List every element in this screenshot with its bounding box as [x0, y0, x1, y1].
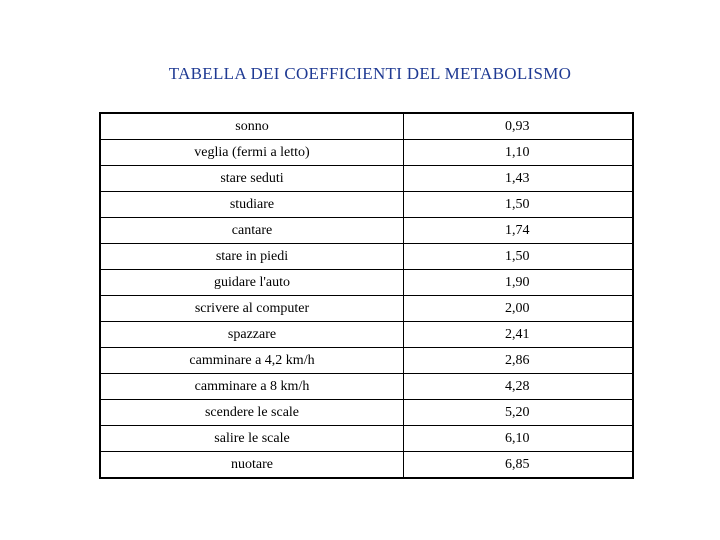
coefficient-cell: 1,10	[404, 140, 634, 166]
coefficient-cell: 1,74	[404, 218, 634, 244]
activity-cell: camminare a 4,2 km/h	[100, 348, 404, 374]
coefficient-cell: 2,86	[404, 348, 634, 374]
table-row	[100, 218, 633, 244]
activity-cell: cantare	[100, 218, 404, 244]
table-row	[100, 374, 633, 400]
table-row	[100, 426, 633, 452]
activity-cell: stare seduti	[100, 166, 404, 192]
coefficient-cell: 1,50	[404, 192, 634, 218]
table-row	[100, 140, 633, 166]
coefficient-cell: 6,85	[404, 452, 634, 479]
activity-cell: stare in piedi	[100, 244, 404, 270]
table-row	[100, 113, 633, 140]
activity-cell: veglia (fermi a letto)	[100, 140, 404, 166]
table-row	[100, 244, 633, 270]
activity-cell: spazzare	[100, 322, 404, 348]
table-row	[100, 270, 633, 296]
coefficient-cell: 1,90	[404, 270, 634, 296]
activity-cell: salire le scale	[100, 426, 404, 452]
activity-cell: sonno	[100, 113, 404, 140]
activity-cell: scrivere al computer	[100, 296, 404, 322]
activity-cell: camminare a 8 km/h	[100, 374, 404, 400]
coefficient-cell: 5,20	[404, 400, 634, 426]
coefficient-cell: 2,41	[404, 322, 634, 348]
coefficient-cell: 0,93	[404, 113, 634, 140]
activity-cell: guidare l'auto	[100, 270, 404, 296]
page-title: TABELLA DEI COEFFICIENTI DEL METABOLISMO	[168, 64, 572, 83]
activity-cell: scendere le scale	[100, 400, 404, 426]
table-row	[100, 322, 633, 348]
coefficient-cell: 1,50	[404, 244, 634, 270]
table-row	[100, 348, 633, 374]
activity-cell: studiare	[100, 192, 404, 218]
table-row	[100, 296, 633, 322]
table-row	[100, 166, 633, 192]
coefficient-cell: 4,28	[404, 374, 634, 400]
activity-cell: nuotare	[100, 452, 404, 479]
table-row	[100, 400, 633, 426]
metabolism-table	[99, 112, 634, 479]
table-row	[100, 192, 633, 218]
coefficient-cell: 6,10	[404, 426, 634, 452]
coefficient-cell: 1,43	[404, 166, 634, 192]
coefficient-cell: 2,00	[404, 296, 634, 322]
table-row	[100, 452, 633, 479]
